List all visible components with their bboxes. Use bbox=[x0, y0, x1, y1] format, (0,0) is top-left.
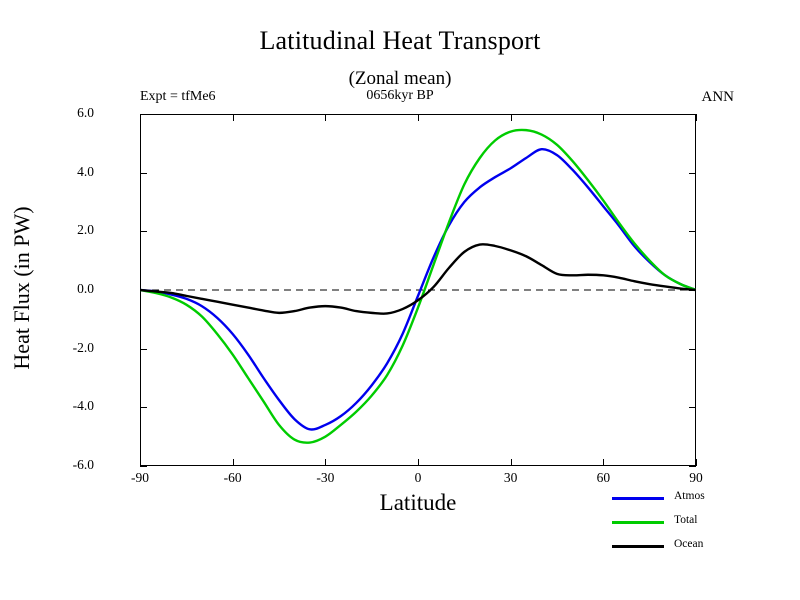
period-label: 0656kyr BP bbox=[366, 88, 434, 103]
season-label: ANN bbox=[701, 89, 734, 105]
x-tick-mark bbox=[418, 459, 419, 466]
x-tick-label: -90 bbox=[131, 470, 149, 485]
x-tick-label: 60 bbox=[596, 470, 611, 485]
legend-swatch-ocean bbox=[612, 545, 664, 548]
experiment-label: Expt = tfMe6 bbox=[140, 89, 216, 104]
y-tick-mark bbox=[689, 114, 696, 115]
x-tick-label: -30 bbox=[316, 470, 335, 485]
series-line-ocean bbox=[140, 244, 696, 313]
y-tick-mark bbox=[140, 349, 147, 350]
y-tick-label: -2.0 bbox=[72, 339, 94, 355]
y-tick-mark bbox=[140, 173, 147, 174]
x-tick-mark bbox=[140, 114, 141, 121]
x-tick-mark bbox=[696, 459, 697, 466]
x-tick-mark bbox=[511, 459, 512, 466]
y-tick-label: -6.0 bbox=[72, 457, 94, 472]
y-tick-mark bbox=[140, 231, 147, 232]
x-tick-label: 0 bbox=[414, 470, 422, 485]
y-tick-label: -4.0 bbox=[72, 398, 94, 414]
legend-label-atmos: Atmos bbox=[674, 490, 705, 502]
y-tick-mark bbox=[689, 231, 696, 232]
legend-item-ocean bbox=[612, 535, 772, 559]
y-tick-mark bbox=[140, 407, 147, 408]
x-tick-mark bbox=[233, 114, 234, 121]
x-tick-label: 90 bbox=[689, 470, 703, 485]
y-tick-mark bbox=[689, 290, 696, 291]
legend-swatch-total bbox=[612, 521, 664, 524]
x-tick-mark bbox=[233, 459, 234, 466]
legend-item-total bbox=[612, 511, 772, 535]
x-tick-label: 30 bbox=[503, 470, 518, 485]
legend-label-total: Total bbox=[674, 514, 698, 526]
y-tick-label: 6.0 bbox=[77, 105, 94, 120]
chart-subtitle: (Zonal mean) bbox=[348, 68, 452, 89]
series-layer bbox=[140, 114, 696, 466]
x-tick-mark bbox=[603, 114, 604, 121]
legend-item-atmos bbox=[612, 487, 772, 511]
y-tick-mark bbox=[140, 290, 147, 291]
x-tick-label: -60 bbox=[223, 470, 242, 485]
y-tick-mark bbox=[689, 466, 696, 467]
chart-title: Latitudinal Heat Transport bbox=[259, 26, 541, 55]
y-tick-label: 2.0 bbox=[77, 222, 94, 238]
x-axis-label: Latitude bbox=[379, 490, 457, 515]
legend-label-ocean: Ocean bbox=[674, 538, 704, 550]
x-tick-mark bbox=[418, 114, 419, 121]
x-tick-mark bbox=[325, 114, 326, 121]
x-tick-mark bbox=[696, 114, 697, 121]
y-tick-label: 4.0 bbox=[77, 163, 94, 179]
y-tick-mark bbox=[140, 114, 147, 115]
x-tick-mark bbox=[603, 459, 604, 466]
x-tick-mark bbox=[325, 459, 326, 466]
series-line-atmos bbox=[140, 149, 696, 429]
legend-swatch-atmos bbox=[612, 497, 664, 500]
y-tick-mark bbox=[140, 466, 147, 467]
series-line-total bbox=[140, 130, 696, 443]
y-tick-mark bbox=[689, 407, 696, 408]
y-tick-mark bbox=[689, 173, 696, 174]
y-tick-label: 0.0 bbox=[77, 281, 94, 296]
y-tick-mark bbox=[689, 349, 696, 350]
y-axis-label: Heat Flux (in PW) bbox=[9, 206, 34, 370]
legend bbox=[612, 487, 772, 559]
x-tick-mark bbox=[140, 459, 141, 466]
x-tick-mark bbox=[511, 114, 512, 121]
